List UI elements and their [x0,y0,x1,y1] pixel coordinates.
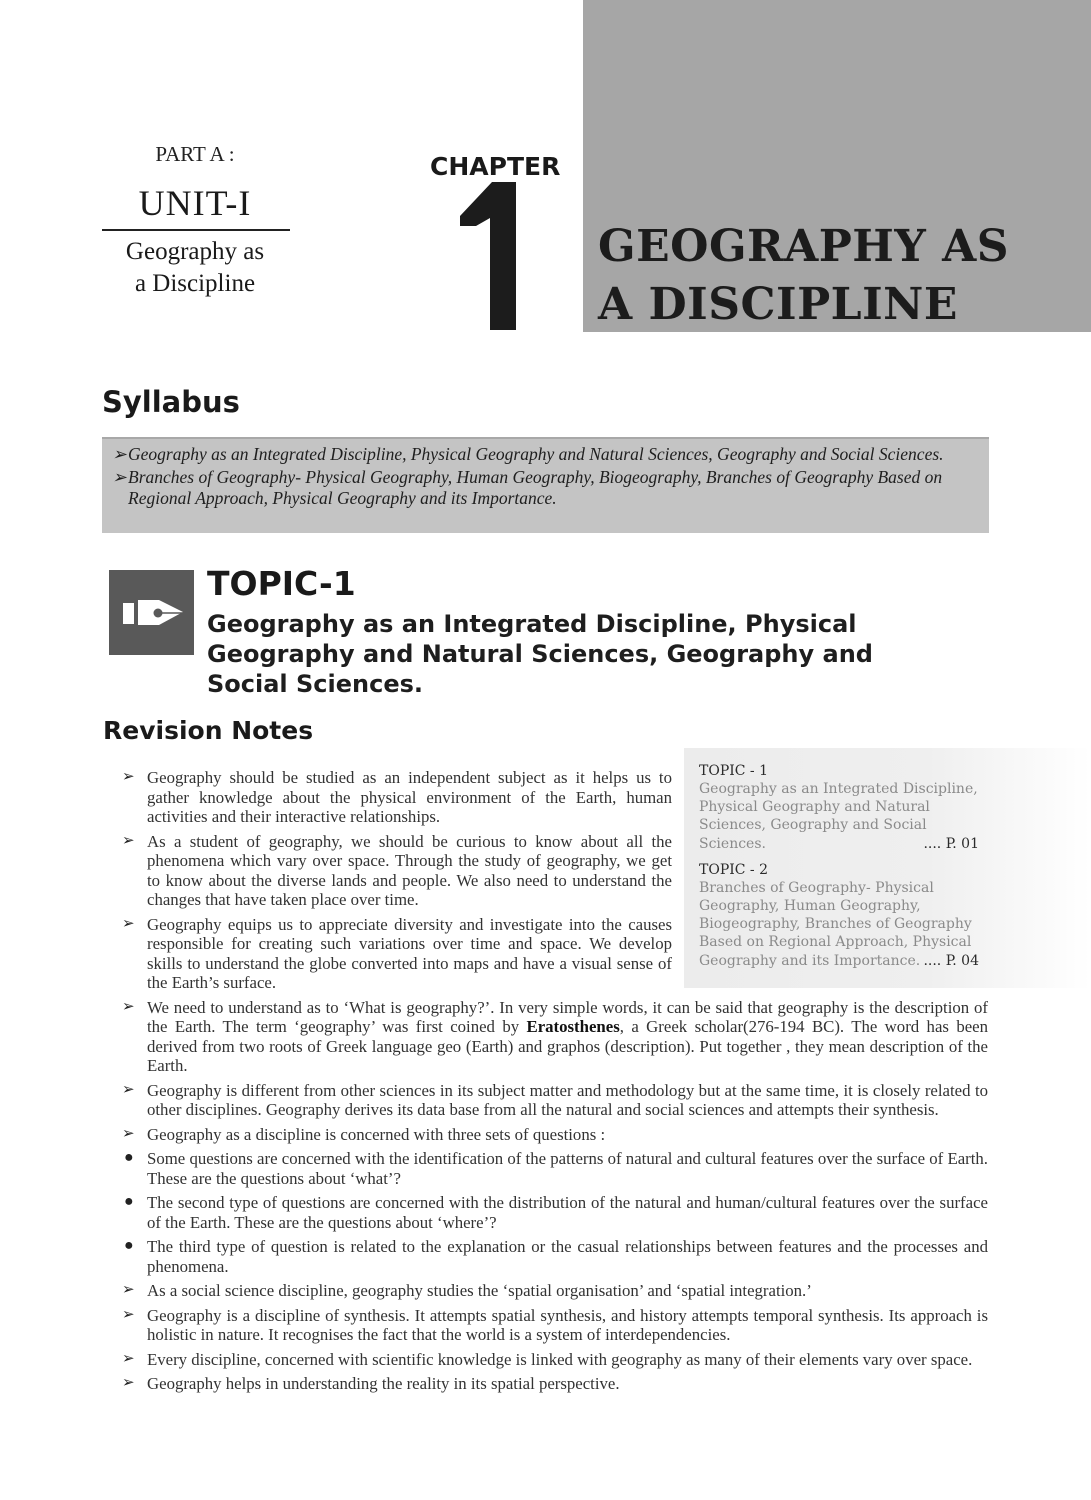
note-text: Some questions are concerned with the identification of the patterns of natural and cultural features over the surface of Earth. These are the questions about ‘what’? [147,1149,988,1188]
syllabus-item [112,444,979,466]
note-text: Geography is different from other sciences in its subject matter and methodology but at the same time, it is closely related to other disciplines. Geography derives its data base from all the natural and social sciences and attempts their synthesis. [147,1080,988,1119]
note-text: As a student of geography, we should be curious to know about all the phenomena which vary over space. Through the study of geography, we get to know about the diverse lands and people. We also need to understand the changes that have taken place over time. [147,831,672,909]
chapter-number-shape [460,182,516,330]
chapter-title-line: GEOGRAPHY AS [598,221,1010,272]
unit-subtitle-line: a Discipline [134,270,256,297]
topic-title: TOPIC-1 [207,564,356,603]
note-item [122,1306,988,1345]
note-item [122,1081,988,1120]
arrow-bullet-icon: ➢ [122,1375,135,1391]
arrow-bullet-icon: ➢ [122,1350,135,1367]
arrow-bullet-icon: ➢ [122,832,135,849]
arrow-bullet-icon: ➢ [122,998,135,1015]
arrow-bullet-icon: ➢ [112,444,127,464]
note-item [122,1350,988,1370]
pen-nib-glyph [109,570,194,655]
revision-notes-heading: Revision Notes [103,716,314,745]
toc-entry-line: Based on Regional Approach, Physical [699,934,972,951]
note-text: , a Greek scholar(276-194 BC). The word has been derived from two roots of Greek language geo (Earth) and graphos (description). Put together , they mean description of the Earth. [147,1017,989,1075]
fountain-pen-nib-icon [109,570,194,655]
toc-entry-title: TOPIC - 2 [699,861,769,878]
note-item [122,832,672,910]
note-text: Geography as a discipline is concerned with three sets of questions : [147,1124,606,1144]
note-item [122,1374,988,1394]
note-text: As a social science discipline, geography studies the ‘spatial organisation’ and ‘spatial integration.’ [147,1281,812,1300]
note-item [122,998,988,1076]
syllabus-box [102,437,989,533]
syllabus-item [112,467,979,510]
toc-entry-line: Physical Geography and Natural [699,799,930,816]
toc-entry-line: Geography and its Importance. [699,952,921,969]
arrow-bullet-icon: ➢ [122,915,135,932]
note-item [122,1125,988,1145]
chapter-title-line: A DISCIPLINE [598,279,958,330]
arrow-bullet-icon: ➢ [122,1081,135,1098]
revision-notes-list [122,768,988,1399]
note-text: Geography is a discipline of synthesis. It attempts spatial synthesis, and history attempts temporal synthesis. Its approach is holistic in nature. It recognises the fact that the world is a system of interdependencies. [147,1305,988,1344]
arrow-bullet-icon: ➢ [122,1306,135,1323]
note-text: Geography should be studied as an independent subject as it helps us to gather knowledge about the physical environment of the Earth, human activities and their interactive relationships. [147,768,672,826]
note-item [122,1237,988,1276]
unit-subtitle-line: Geography as [125,238,265,265]
unit-divider [102,229,290,231]
chapter-number-glyph [452,182,532,332]
note-text: Every discipline, concerned with scientific knowledge is linked with geography as many of their elements vary over space. [147,1349,973,1369]
arrow-bullet-icon: ➢ [112,466,127,487]
topic-subtitle-line: Geography and Natural Sciences, Geography and [207,640,873,668]
note-text: The second type of questions are concerned with the distribution of the natural and human/cultural features over the surface of the Earth. These are the questions about ‘where’? [147,1193,988,1232]
toc-page-ref: .... P. 01 [923,835,979,852]
chapter-title [598,218,1009,334]
arrow-bullet-icon: ➢ [122,1125,135,1142]
toc-page-ref: .... P. 04 [923,952,979,969]
note-text: Geography equips us to appreciate diversity and investigate into the causes responsible for creating such variations over time and space. We develop skills to understand the globe converted into maps and have a visual sense of the Earth’s surface. [147,914,672,992]
chapter-label: CHAPTER [430,152,561,181]
toc-entry-line: Geography as an Integrated Discipline, [699,781,978,797]
note-item [122,1281,988,1301]
note-item [122,1193,988,1232]
arrow-bullet-icon: ➢ [122,769,135,785]
topic-subtitle-line: Social Sciences. [207,670,424,698]
dot-bullet-icon: ● [124,1149,134,1166]
syllabus-item-text: Geography as an Integrated Discipline, Physical Geography and Natural Sciences, Geography and Social Sciences. [128,444,944,464]
toc-entry-title: TOPIC - 1 [699,763,769,779]
arrow-bullet-icon: ➢ [122,1282,135,1298]
note-bold-term: Eratosthenes [526,1017,620,1036]
syllabus-heading: Syllabus [102,385,240,419]
dot-bullet-icon: ● [124,1237,134,1254]
note-text: Geography helps in understanding the reality in its spatial perspective. [147,1374,620,1393]
topic-subtitle [207,609,907,699]
unit-label: UNIT-I [138,183,252,223]
part-label: PART A : [155,142,235,166]
dot-bullet-icon: ● [124,1193,134,1210]
note-text: The third type of question is related to the explanation or the casual relationships between features and the processes and phenomena. [147,1237,988,1276]
note-item [122,768,672,827]
syllabus-item-text: Branches of Geography- Physical Geography, Human Geography, Biogeography, Branches of Geography Based on Regional Approach, Physical Geography and its Importance. [128,466,943,508]
topic-subtitle-line: Geography as an Integrated Discipline, Physical [207,610,857,638]
toc-entry-line: Biogeography, Branches of Geography [699,916,972,933]
toc-entry-line: Branches of Geography- Physical [699,879,934,896]
toc-entry-line: Geography, Human Geography, [699,898,921,915]
toc-entry-line: Sciences. [699,835,766,852]
note-item [122,1149,988,1188]
note-text: We need to understand as to ‘What is geography?’. In very simple words, it can be said that geography is the description of the Earth. The term ‘geography’ was first coined by [147,997,988,1036]
unit-subtitle [100,236,290,300]
toc-entry-line: Sciences, Geography and Social [699,817,927,834]
note-item [122,915,672,993]
